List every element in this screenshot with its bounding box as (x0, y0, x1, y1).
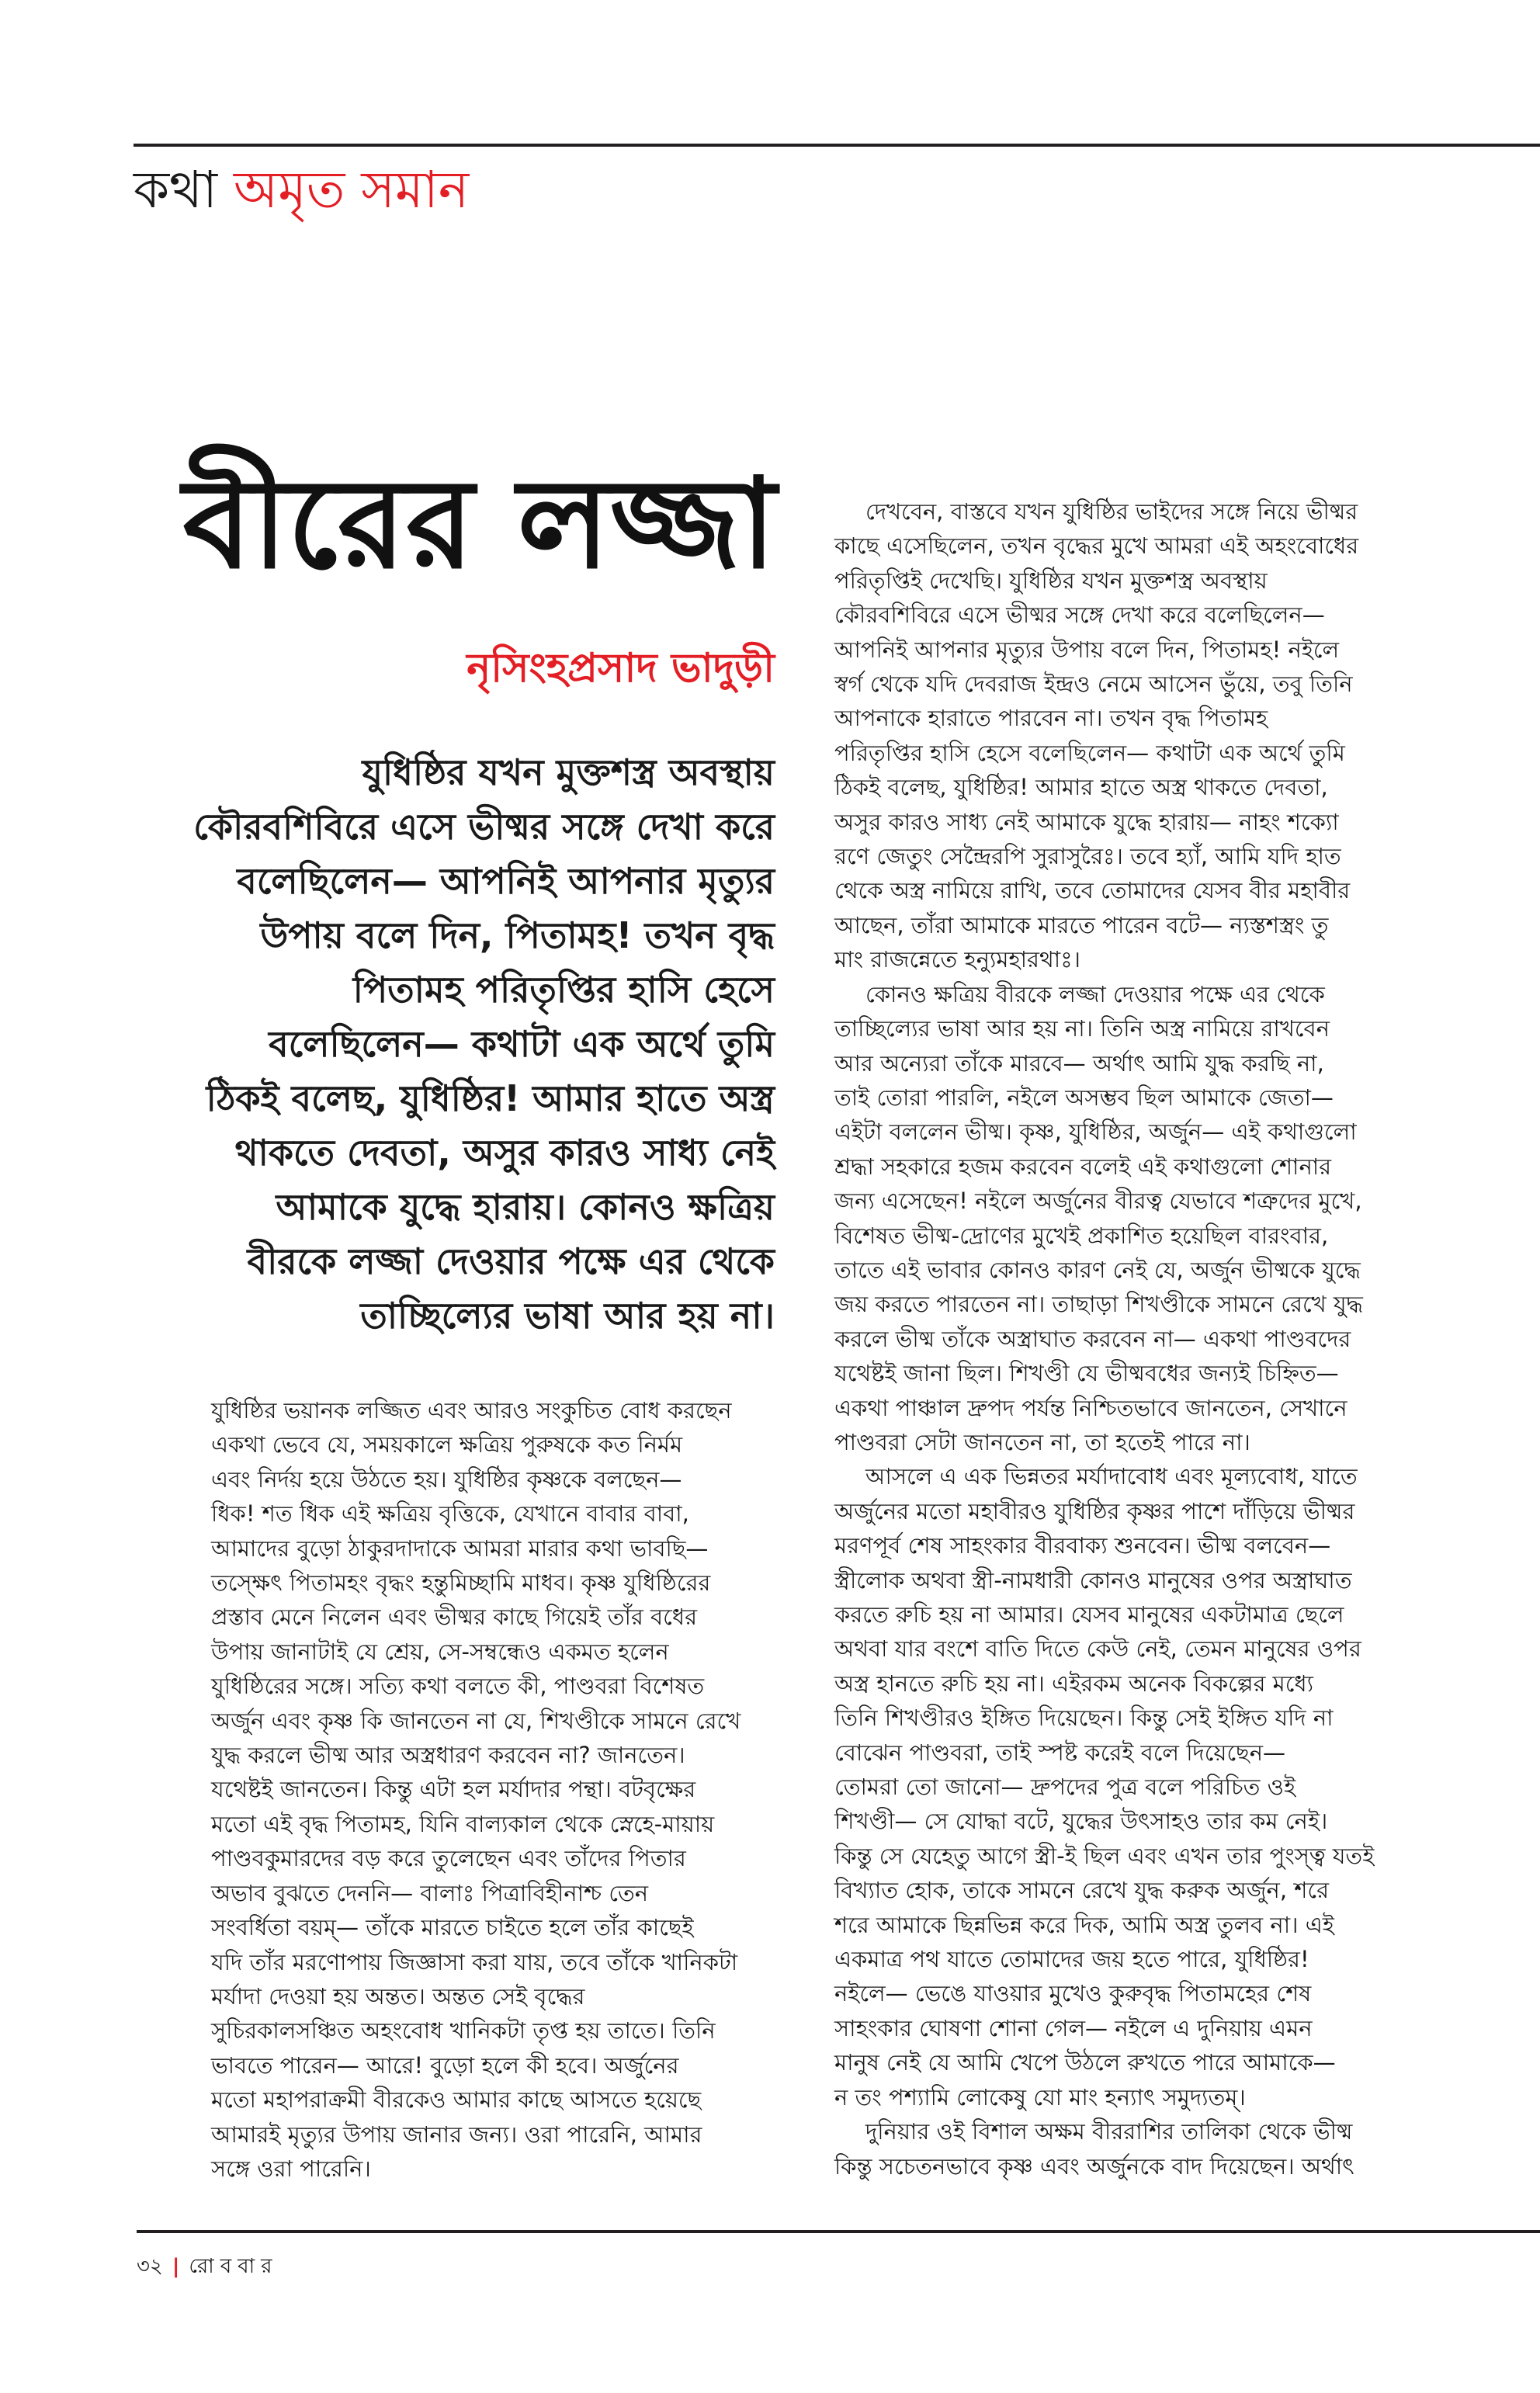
pull-quote (138, 745, 775, 1343)
bottom-divider (137, 2230, 1540, 2233)
body-text-line: তোমরা তো জানো— দ্রুপদের পুত্র বলে পরিচিত ওই (834, 1774, 1296, 1801)
top-divider (134, 144, 1540, 147)
body-text-line: যথেষ্টই জানা ছিল। শিখণ্ডী যে ভীষ্মবধের জন্যই চিহ্নিত— (834, 1360, 1339, 1387)
body-text-line: অথবা যার বংশে বাতি দিতে কেউ নেই, তেমন মানুষের ওপর (834, 1635, 1361, 1663)
body-text-line: পরিতৃপ্তিই দেখেছি। যুধিষ্ঠির যখন মুক্তশস্ত্র অবস্থায় (834, 567, 1268, 594)
pull-quote-line: বলেছিলেন— আপনিই আপনার মৃত্যুর (237, 860, 775, 902)
pull-quote-line: ঠিকই বলেছ, যুধিষ্ঠির! আমার হাতে অস্ত্র (206, 1077, 775, 1119)
body-text-line: তাই তোরা পারলি, নইলে অসম্ভব ছিল আমাকে জেতা— (834, 1084, 1334, 1111)
body-text-line: এবং নির্দয় হয়ে উঠতে হয়। যুধিষ্ঠির কৃষ্ণকে বলছেন— (211, 1465, 682, 1493)
body-text-line: ধিক! শত ধিক এই ক্ষত্রিয় বৃত্তিকে, যেখানে বাবার বাবা, (211, 1500, 689, 1528)
pull-quote-line: থাকতে দেবতা, অসুর কারও সাধ্য নেই (234, 1132, 775, 1174)
pull-quote-line: বীরকে লজ্জা দেওয়ার পক্ষে এর থেকে (247, 1240, 775, 1282)
body-text-line: শিখণ্ডী— সে যোদ্ধা বটে, যুদ্ধের উৎসাহও তার কম নেই। (834, 1808, 1328, 1835)
body-text-line: একমাত্র পথ যাতে তোমাদের জয় হতে পারে, যুধিষ্ঠির! (834, 1946, 1309, 1973)
body-text-line: স্বর্গ থেকে যদি দেবরাজ ইন্দ্রও নেমে আসেন ভুঁয়ে, তবু তিনি (834, 671, 1353, 698)
body-text-line: উপায় জানাটাই যে শ্রেয়, সে-সম্বন্ধেও একমত হলেন (211, 1638, 669, 1665)
body-text-line: কাছে এসেছিলেন, তখন বৃদ্ধের মুখে আমরা এই অহংবোধের (834, 532, 1359, 560)
body-text-line: মানুষ নেই যে আমি খেপে উঠলে রুখতে পারে আমাকে— (834, 2049, 1336, 2076)
body-text-line: মাং রাজন্নেতে হন্যুমহারথাঃ। (834, 946, 1081, 973)
body-text-line: অসুর কারও সাধ্য নেই আমাকে যুদ্ধে হারায়— নাহং শক্যো (834, 808, 1339, 835)
pull-quote-line: উপায় বলে দিন, পিতামহ! তখন বৃদ্ধ (260, 914, 775, 956)
body-text-line: যথেষ্টই জানতেন। কিন্তু এটা হল মর্যাদার পন্থা। বটবৃক্ষের (211, 1776, 696, 1803)
pull-quote-line: যুধিষ্ঠির যখন মুক্তশস্ত্র অবস্থায় (362, 751, 775, 793)
body-column-left (211, 1393, 778, 2186)
body-text-line: জয় করতে পারতেন না। তাছাড়া শিখণ্ডীকে সামনে রেখে যুদ্ধ (834, 1291, 1363, 1318)
body-text-line: যদি তাঁর মরণোপায় জিজ্ঞাসা করা যায়, তবে তাঁকে খানিকটা (211, 1948, 738, 1975)
pull-quote-line: কৌরবশিবিরে এসে ভীষ্মর সঙ্গে দেখা করে (193, 806, 775, 848)
body-text-line: আপনিই আপনার মৃত্যুর উপায় বলে দিন, পিতামহ! নইলে (834, 636, 1340, 663)
body-text-line: আমাদের বুড়ো ঠাকুরদাদাকে আমরা মারার কথা ভাবছি— (211, 1535, 709, 1562)
body-text-line: শ্রদ্ধা সহকারে হজম করবেন বলেই এই কথাগুলো শোনার (834, 1153, 1332, 1180)
pull-quote-line: বলেছিলেন— কথাটা এক অর্থে তুমি (269, 1023, 775, 1065)
body-column-right (834, 494, 1417, 2183)
body-text-line: তাচ্ছিল্যের ভাষা আর হয় না। তিনি অস্ত্র নামিয়ে রাখবেন (834, 1015, 1330, 1042)
pull-quote-line: আমাকে যুদ্ধে হারায়। কোনও ক্ষত্রিয় (276, 1186, 775, 1228)
body-text-line: সঙ্গে ওরা পারেনি। (211, 2155, 371, 2182)
body-text-line: স্ত্রীলোক অথবা স্ত্রী-নামধারী কোনও মানুষের ওপর অস্ত্রাঘাত (834, 1566, 1352, 1594)
section-header-prefix: কথা (134, 160, 218, 220)
section-header-highlight: অমৃত সমান (234, 160, 470, 220)
body-text-line: একথা ভেবে যে, সময়কালে ক্ষত্রিয় পুরুষকে কত নির্মম (211, 1431, 683, 1458)
body-text-line: অর্জুনের মতো মহাবীরও যুধিষ্ঠির কৃষ্ণর পাশে দাঁড়িয়ে ভীষ্মর (834, 1497, 1355, 1524)
body-text-line: অর্জুন এবং কৃষ্ণ কি জানতেন না যে, শিখণ্ডীকে সামনে রেখে (211, 1707, 741, 1734)
body-text-line: মতো এই বৃদ্ধ পিতামহ, যিনি বাল্যকাল থেকে স্নেহে-মায়ায় (211, 1810, 715, 1837)
body-text-line: দুনিয়ার ওই বিশাল অক্ষম বীররাশির তালিকা থেকে ভীষ্ম (865, 2118, 1353, 2145)
body-text-line: যুদ্ধ করলে ভীষ্ম আর অস্ত্রধারণ করবেন না? জানতেন। (211, 1742, 685, 1769)
pull-quote-line: পিতামহ পরিতৃপ্তির হাসি হেসে (352, 969, 775, 1011)
body-text-line: মতো মহাপরাক্রমী বীরকেও আমার কাছে আসতে হয়েছে (211, 2086, 702, 2114)
section-header (134, 155, 469, 225)
body-text-line: অস্ত্র হানতে রুচি হয় না। এইরকম অনেক বিকল্পের মধ্যে (834, 1670, 1314, 1697)
body-text-line: আর অন্যেরা তাঁকে মারবে— অর্থাৎ আমি যুদ্ধ করছি না, (834, 1049, 1324, 1077)
author-byline: নৃসিংহপ্রসাদ ভাদুড়ী (467, 645, 775, 692)
body-text-line: একথা পাঞ্চাল দ্রুপদ পর্যন্ত নিশ্চিতভাবে জানতেন, সেখানে (834, 1394, 1348, 1421)
footer-separator: | (172, 2255, 180, 2278)
body-text-line: অভাব বুঝতে দেননি— বালাঃ পিত্রাবিহীনাশ্চ তেন (211, 1879, 649, 1906)
body-text-line: তস্ক্ষেৎ পিতামহং বৃদ্ধং হন্তুমিচ্ছামি মাধব। কৃষ্ণ যুধিষ্ঠিরের (211, 1569, 711, 1597)
body-text-line: মরণপূর্ব শেষ সাহংকার বীরবাক্য শুনবেন। ভীষ্ম বলবেন— (834, 1532, 1331, 1559)
article-title: বীরের লজ্জা (182, 451, 776, 596)
body-text-line: কিন্তু সে যেহেতু আগে স্ত্রী-ই ছিল এবং এখন তার পুংস্ত্ব যতই (834, 1842, 1375, 1869)
body-text-line: বিশেষত ভীষ্ম-দ্রোণের মুখেই প্রকাশিত হয়েছিল বারংবার, (834, 1222, 1329, 1249)
body-text-line: তিনি শিখণ্ডীরও ইঙ্গিত দিয়েছেন। কিন্তু সেই ইঙ্গিত যদি না (834, 1705, 1334, 1732)
page-number: ৩২ (137, 2255, 163, 2278)
body-text-line: থেকে অস্ত্র নামিয়ে রাখি, তবে তোমাদের যেসব বীর মহাবীর (834, 877, 1351, 904)
body-text-line: পাণ্ডবকুমারদের বড় করে তুলেছেন এবং তাঁদের পিতার (211, 1845, 686, 1872)
body-text-line: জন্য এসেছেন! নইলে অর্জুনের বীরত্ব যেভাবে শত্রুদের মুখে, (834, 1188, 1362, 1215)
body-text-line: ঠিকই বলেছ, যুধিষ্ঠির! আমার হাতে অস্ত্র থাকতে দেবতা, (834, 774, 1328, 801)
body-text-line: কোনও ক্ষত্রিয় বীরকে লজ্জা দেওয়ার পক্ষে এর থেকে (865, 980, 1325, 1007)
body-text-line: সুচিরকালসঞ্চিত অহংবোধ খানিকটা তৃপ্ত হয় তাতে। তিনি (211, 2017, 716, 2044)
body-text-line: পরিতৃপ্তির হাসি হেসে বলেছিলেন— কথাটা এক অর্থে তুমি (834, 739, 1345, 766)
body-text-line: রণে জেতুং সেন্দ্রৈরপি সুরাসুরৈঃ। তবে হ্যাঁ, আমি যদি হাত (834, 843, 1341, 870)
pull-quote-line: তাচ্ছিল্যের ভাষা আর হয় না। (360, 1295, 775, 1337)
body-text-line: নইলে— ভেঙে যাওয়ার মুখেও কুরুবৃদ্ধ পিতামহের শেষ (834, 1980, 1312, 2007)
body-text-line: ন তং পশ্যামি লোকেষু যো মাং হন্যাৎ সমুদ্যতম্। (834, 2083, 1246, 2110)
body-text-line: আছেন, তাঁরা আমাকে মারতে পারেন বটে— ন্যস্তশস্ত্রং তু (834, 911, 1329, 938)
body-text-line: মর্যাদা দেওয়া হয় অন্তত। অন্তত সেই বৃদ্ধের (211, 1982, 585, 2010)
body-text-line: যুধিষ্ঠিরের সঙ্গে। সত্যি কথা বলতে কী, পাণ্ডবরা বিশেষত (211, 1673, 705, 1700)
body-text-line: কিন্তু সচেতনভাবে কৃষ্ণ এবং অর্জুনকে বাদ দিয়েছেন। অর্থাৎ (834, 2152, 1354, 2180)
body-text-line: ভাবতে পারেন— আরে! বুড়ো হলে কী হবে। অর্জুনের (211, 2051, 679, 2079)
body-text-line: করলে ভীষ্ম তাঁকে অস্ত্রাঘাত করবেন না— একথা পাণ্ডবদের (834, 1325, 1351, 1352)
body-text-line: প্রস্তাব মেনে নিলেন এবং ভীষ্মর কাছে গিয়েই তাঁর বধের (211, 1604, 698, 1631)
body-text-line: কৌরবশিবিরে এসে ভীষ্মর সঙ্গে দেখা করে বলেছিলেন— (834, 602, 1325, 629)
body-text-line: দেখবেন, বাস্তবে যখন যুধিষ্ঠির ভাইদের সঙ্গে নিয়ে ভীষ্মর (865, 498, 1358, 525)
body-text-line: এইটা বললেন ভীষ্ম। কৃষ্ণ, যুধিষ্ঠির, অর্জুন— এই কথাগুলো (834, 1118, 1357, 1146)
body-text-line: বিখ্যাত হোক, তাকে সামনে রেখে যুদ্ধ করুক অর্জুন, শরে (834, 1877, 1330, 1904)
body-text-line: আমারই মৃত্যুর উপায় জানার জন্য। ওরা পারেনি, আমার (211, 2121, 702, 2148)
body-text-line: বোঝেন পাণ্ডবরা, তাই স্পষ্ট করেই বলে দিয়েছেন— (834, 1739, 1286, 1766)
body-text-line: শরে আমাকে ছিন্নভিন্ন করে দিক, আমি অস্ত্র তুলব না। এই (834, 1911, 1334, 1938)
body-text-line: করতে রুচি হয় না আমার। যেসব মানুষের একটামাত্র ছেলে (834, 1601, 1344, 1628)
body-text-line: সংবর্ধিতা বয়ম্— তাঁকে মারতে চাইতে হলে তাঁর কাছেই (211, 1914, 694, 1941)
body-text-line: সাহংকার ঘোষণা শোনা গেল— নইলে এ দুনিয়ায় এমন (834, 2014, 1313, 2041)
body-text-line: তাতে এই ভাবার কোনও কারণ নেই যে, অর্জুন ভীষ্মকে যুদ্ধে (834, 1256, 1361, 1283)
body-text-line: আসলে এ এক ভিন্নতর মর্যাদাবোধ এবং মূল্যবোধ, যাতে (865, 1463, 1358, 1490)
magazine-name: রোববার (189, 2255, 279, 2278)
body-text-line: যুধিষ্ঠির ভয়ানক লজ্জিত এবং আরও সংকুচিত বোধ করছেন (211, 1397, 732, 1424)
body-text-line: আপনাকে হারাতে পারবেন না। তখন বৃদ্ধ পিতামহ (834, 705, 1268, 732)
page-footer (137, 2251, 279, 2282)
body-text-line: পাণ্ডবরা সেটা জানতেন না, তা হতেই পারে না। (834, 1428, 1250, 1455)
